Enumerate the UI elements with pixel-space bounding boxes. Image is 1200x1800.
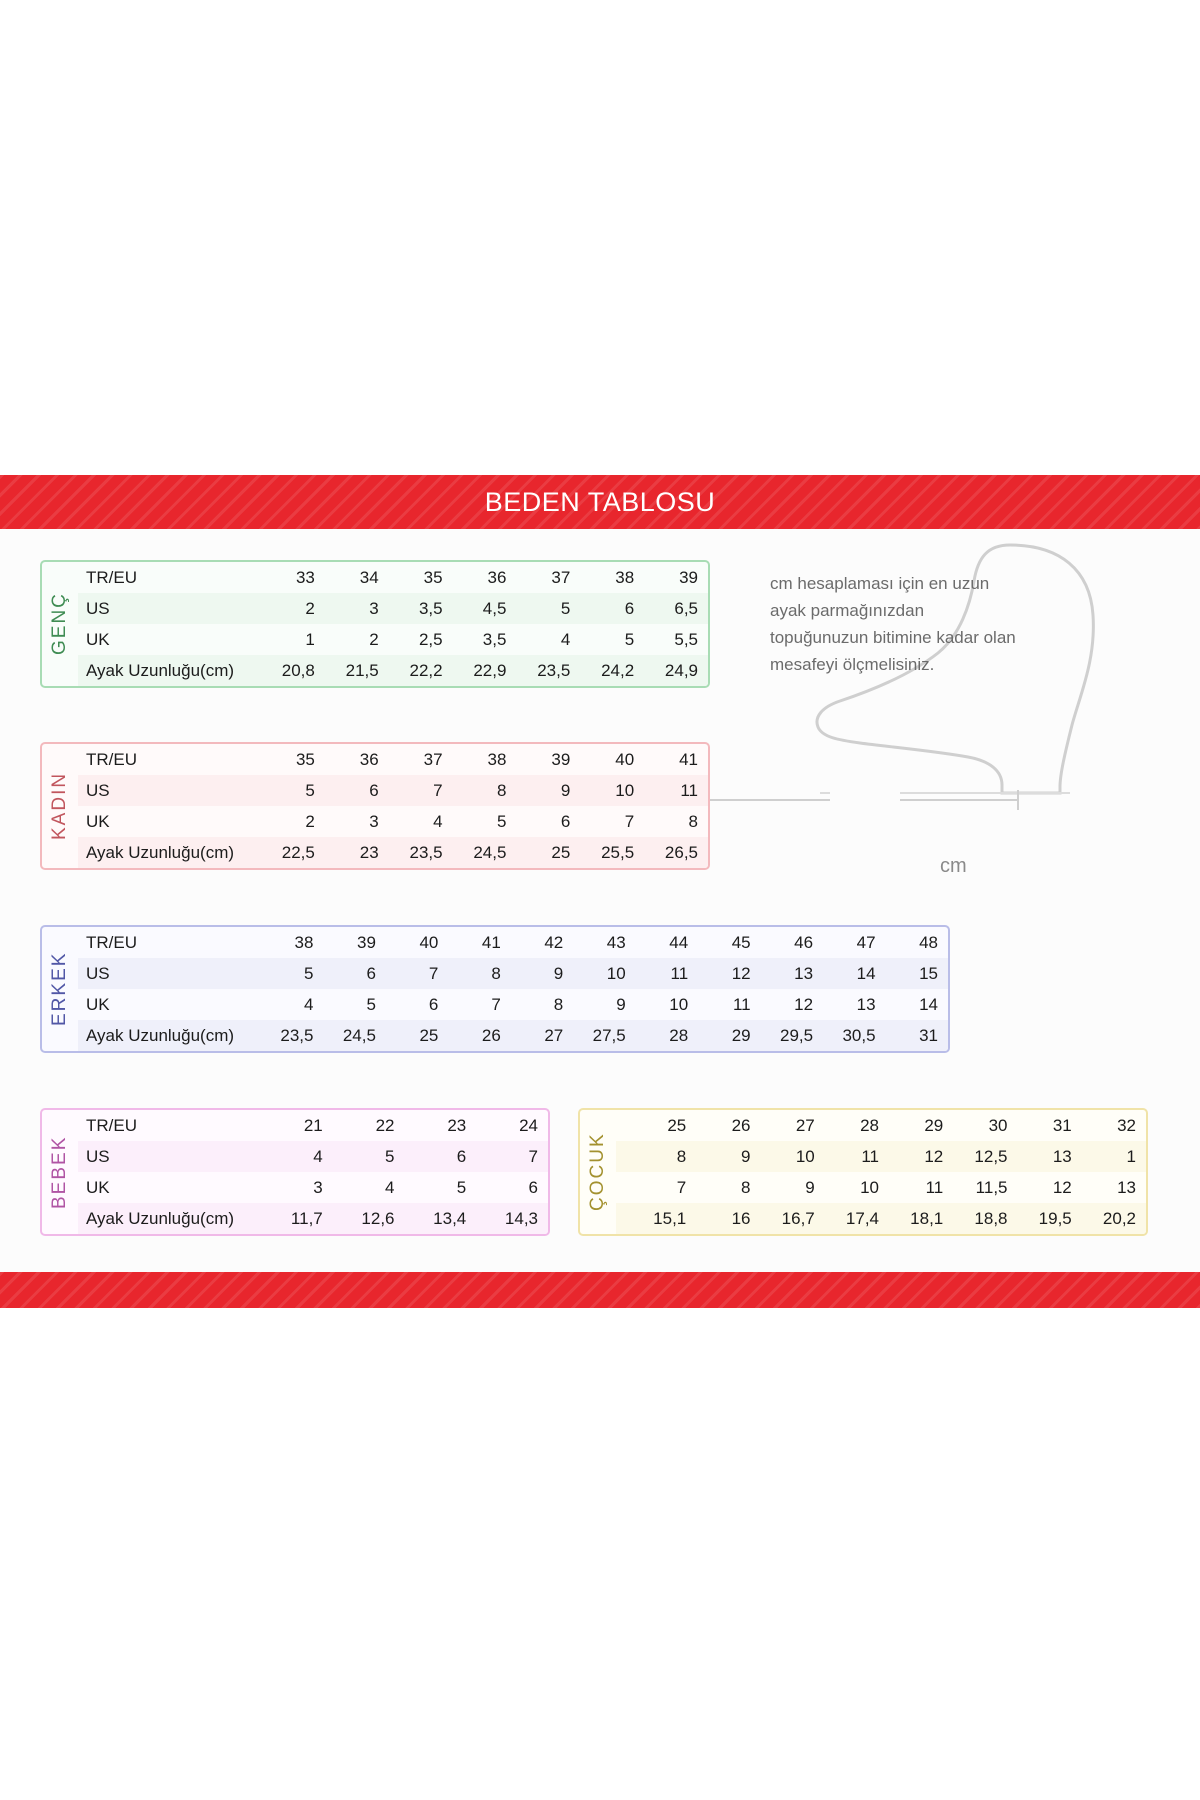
cell: 1: [1126, 1146, 1136, 1166]
cell: 46: [794, 932, 814, 952]
cell: 5: [496, 811, 507, 831]
cell: 3: [369, 598, 379, 618]
cell: 7: [428, 963, 439, 983]
size-table-cocuk-body: [616, 1110, 1146, 1234]
row-cells: [261, 1178, 548, 1198]
cell: 2: [369, 629, 379, 649]
cell: 23,5: [409, 842, 443, 862]
bottom-banner: [0, 1272, 1200, 1308]
cell: 24,9: [664, 660, 699, 680]
row-cells: [261, 568, 708, 588]
cell: 3: [369, 811, 379, 831]
cell: 36: [487, 567, 507, 587]
cell: 3,5: [482, 629, 507, 649]
cell: 10: [860, 1177, 879, 1197]
cell: 26,5: [664, 842, 699, 862]
cell: 38: [487, 749, 507, 769]
cell: 24,2: [601, 660, 635, 680]
cell: 4: [303, 994, 314, 1014]
row-cells: [261, 1209, 548, 1229]
cell: 40: [419, 932, 439, 952]
size-table-bebek-body: [78, 1110, 548, 1234]
cell: 6: [456, 1146, 467, 1166]
cell: 16,7: [781, 1208, 815, 1228]
cell: 21,5: [345, 660, 379, 680]
table-row: [78, 806, 708, 837]
size-table-erkek-body: [78, 927, 948, 1051]
cell: 4: [385, 1177, 395, 1197]
cell: 7: [676, 1177, 687, 1197]
cell: 11: [680, 780, 699, 800]
row-label: US: [86, 598, 110, 618]
cell: 5: [385, 1146, 395, 1166]
cell: 3,5: [418, 598, 443, 618]
cell: 34: [359, 567, 379, 587]
cell: 33: [295, 567, 315, 587]
table-row: [78, 655, 708, 686]
table-row: [78, 927, 948, 958]
cell: 39: [551, 749, 571, 769]
cell: 22: [375, 1115, 395, 1135]
cell: 26: [481, 1025, 501, 1045]
size-table-erkek: [40, 925, 950, 1053]
cell: 30,5: [842, 1025, 876, 1045]
cell: 4: [313, 1146, 323, 1166]
cell: 28: [860, 1115, 879, 1135]
cell: 6: [528, 1177, 538, 1197]
cell: 26: [731, 1115, 751, 1135]
cell: 38: [615, 567, 635, 587]
row-label: UK: [86, 811, 110, 831]
cell: 25: [551, 842, 571, 862]
cell: 13: [1052, 1146, 1072, 1166]
cell: 5: [560, 598, 571, 618]
cell: 41: [481, 932, 501, 952]
size-table-genc: [40, 560, 710, 688]
table-row: [78, 989, 948, 1020]
row-cells: [261, 1116, 548, 1136]
cell: 8: [741, 1177, 751, 1197]
cell: 15: [919, 963, 938, 983]
cell: 27,5: [592, 1025, 626, 1045]
cell: 11: [925, 1177, 944, 1197]
row-label: UK: [86, 1177, 110, 1197]
cell: 24: [519, 1115, 538, 1135]
row-label: Ayak Uzunluğu(cm): [86, 1025, 235, 1045]
cell: 42: [544, 932, 564, 952]
row-cells: [261, 1147, 548, 1167]
cell: 6: [366, 963, 376, 983]
row-cells: [632, 1178, 1146, 1198]
cell: 5: [456, 1177, 467, 1197]
cell: 16: [731, 1208, 751, 1228]
cell: 14: [856, 963, 876, 983]
cell: 13: [1117, 1177, 1136, 1197]
table-row: [616, 1203, 1146, 1234]
cell: 19,5: [1038, 1208, 1072, 1228]
cell: 31: [1052, 1115, 1072, 1135]
cell: 11: [732, 994, 751, 1014]
cell: 18,8: [974, 1208, 1008, 1228]
cell: 22,5: [281, 842, 315, 862]
row-label: US: [86, 780, 110, 800]
cm-label: cm: [940, 855, 967, 877]
cell: 29,5: [779, 1025, 814, 1045]
cell: 32: [1117, 1115, 1136, 1135]
cell: 40: [615, 749, 635, 769]
cell: 9: [805, 1177, 815, 1197]
cell: 13: [856, 994, 876, 1014]
cell: 37: [423, 749, 443, 769]
cell: 31: [919, 1025, 938, 1045]
cell: 9: [560, 780, 571, 800]
cell: 30: [988, 1115, 1008, 1135]
cell: 8: [496, 780, 507, 800]
size-table-cocuk: [578, 1108, 1148, 1236]
cell: 10: [669, 994, 689, 1014]
cell: 5: [366, 994, 376, 1014]
cell: 43: [606, 932, 626, 952]
cell: 27: [544, 1025, 564, 1045]
cell: 2,5: [418, 629, 443, 649]
cell: 22,2: [409, 660, 443, 680]
row-label: US: [86, 1146, 110, 1166]
cell: 8: [688, 811, 699, 831]
measure-arrow-icon: [690, 785, 1030, 815]
cell: 6: [428, 994, 439, 1014]
cell: 41: [679, 749, 699, 769]
row-cells: [261, 995, 948, 1015]
cell: 4,5: [482, 598, 507, 618]
cell: 29: [731, 1025, 751, 1045]
row-label: UK: [86, 994, 110, 1014]
cell: 38: [294, 932, 314, 952]
cell: 12,6: [361, 1208, 395, 1228]
cell: 13,4: [433, 1208, 467, 1228]
row-cells: [632, 1209, 1146, 1229]
row-label: US: [86, 963, 110, 983]
cell: 14,3: [504, 1208, 538, 1228]
row-label: UK: [86, 629, 110, 649]
row-cells: [261, 599, 708, 619]
size-table-bebek-label: BEBEK: [49, 1135, 70, 1209]
cell: 21: [303, 1115, 323, 1135]
size-table-erkek-label: ERKEK: [49, 951, 70, 1027]
cell: 23,5: [280, 1025, 314, 1045]
page-title: BEDEN TABLOSU: [484, 487, 716, 517]
cell: 35: [295, 749, 315, 769]
row-label: Ayak Uzunluğu(cm): [86, 1208, 235, 1228]
table-row: [78, 837, 708, 868]
row-cells: [261, 781, 708, 801]
cell: 27: [795, 1115, 815, 1135]
cell: 25: [419, 1025, 439, 1045]
size-table-genc-body: [78, 562, 708, 686]
row-cells: [261, 750, 708, 770]
cell: 7: [624, 811, 635, 831]
cell: 8: [676, 1146, 687, 1166]
cell: 45: [731, 932, 751, 952]
cell: 14: [919, 994, 938, 1014]
table-row: [78, 958, 948, 989]
cell: 9: [741, 1146, 751, 1166]
size-table-kadin: [40, 742, 710, 870]
cell: 5,5: [674, 629, 699, 649]
table-row: [78, 1110, 548, 1141]
table-row: [78, 562, 708, 593]
cell: 24,5: [473, 842, 507, 862]
row-cells: [261, 1026, 948, 1046]
cell: 23: [447, 1115, 467, 1135]
table-row: [78, 624, 708, 655]
size-table-genc-label: GENÇ: [49, 592, 70, 656]
cell: 15,1: [653, 1208, 687, 1228]
row-label: Ayak Uzunluğu(cm): [86, 842, 235, 862]
table-row: [616, 1172, 1146, 1203]
cell: 29: [924, 1115, 944, 1135]
cell: 23,5: [537, 660, 571, 680]
cell: 5: [624, 629, 635, 649]
cell: 36: [359, 749, 379, 769]
table-row: [78, 1141, 548, 1172]
row-cells: [261, 661, 708, 681]
row-cells: [632, 1116, 1146, 1136]
cell: 5: [303, 963, 314, 983]
cell: 4: [433, 811, 443, 831]
table-row: [78, 1203, 548, 1234]
size-table-kadin-label: KADIN: [49, 771, 70, 841]
cell: 48: [919, 932, 938, 952]
cell: 11: [861, 1146, 879, 1166]
cell: 22,9: [473, 660, 507, 680]
top-banner: [0, 475, 1200, 529]
cell: 6: [560, 811, 571, 831]
cell: 12,5: [974, 1146, 1008, 1166]
row-label: TR/EU: [86, 749, 137, 769]
cell: 11: [670, 963, 689, 983]
table-row: [616, 1141, 1146, 1172]
cell: 25: [667, 1115, 687, 1135]
cell: 8: [553, 994, 564, 1014]
cell: 5: [305, 780, 315, 800]
cell: 11,7: [290, 1208, 323, 1228]
row-cells: [632, 1147, 1146, 1167]
cell: 12: [924, 1146, 944, 1166]
cell: 10: [795, 1146, 815, 1166]
table-row: [616, 1110, 1146, 1141]
size-table-cocuk-label: ÇOCUK: [587, 1132, 608, 1212]
cell: 35: [423, 567, 443, 587]
cell: 7: [491, 994, 501, 1014]
row-label: TR/EU: [86, 932, 137, 952]
row-label: Ayak Uzunluğu(cm): [86, 660, 235, 680]
row-cells: [261, 933, 948, 953]
cell: 9: [553, 963, 564, 983]
cell: 37: [551, 567, 571, 587]
cell: 47: [856, 932, 876, 952]
table-row: [78, 1172, 548, 1203]
cell: 39: [679, 567, 699, 587]
size-table-kadin-body: [78, 744, 708, 868]
cell: 12: [1052, 1177, 1072, 1197]
cell: 24,5: [342, 1025, 376, 1045]
cell: 2: [305, 811, 315, 831]
size-table-bebek: [40, 1108, 550, 1236]
cell: 1: [305, 629, 315, 649]
cell: 6,5: [674, 598, 699, 618]
cell: 25,5: [601, 842, 635, 862]
table-row: [78, 1020, 948, 1051]
cell: 44: [669, 932, 689, 952]
cell: 39: [356, 932, 376, 952]
cell: 28: [669, 1025, 689, 1045]
row-label: TR/EU: [86, 567, 137, 587]
cell: 23: [359, 842, 379, 862]
cell: 7: [528, 1146, 538, 1166]
cell: 3: [313, 1177, 323, 1197]
row-cells: [261, 964, 948, 984]
cell: 20,8: [281, 660, 315, 680]
cell: 9: [616, 994, 626, 1014]
cell: 12: [731, 963, 751, 983]
cell: 10: [615, 780, 635, 800]
cell: 13: [794, 963, 814, 983]
row-cells: [261, 812, 708, 832]
cell: 18,1: [910, 1208, 944, 1228]
cell: 6: [369, 780, 379, 800]
row-cells: [261, 843, 708, 863]
cell: 20,2: [1102, 1208, 1136, 1228]
cell: 7: [433, 780, 443, 800]
cell: 6: [624, 598, 635, 618]
cell: 2: [305, 598, 315, 618]
cell: 10: [606, 963, 626, 983]
table-row: [78, 593, 708, 624]
measure-note: cm hesaplaması için en uzun ayak parmağınızdan topuğunuzun bitimine kadar olan mesafeyi ölçmelisiniz.: [770, 574, 1016, 674]
row-label: TR/EU: [86, 1115, 137, 1135]
cell: 17,4: [845, 1208, 879, 1228]
cell: 4: [560, 629, 571, 649]
cell: 8: [491, 963, 501, 983]
row-cells: [261, 630, 708, 650]
cell: 11,5: [975, 1177, 1008, 1197]
cell: 12: [794, 994, 814, 1014]
table-row: [78, 744, 708, 775]
table-row: [78, 775, 708, 806]
